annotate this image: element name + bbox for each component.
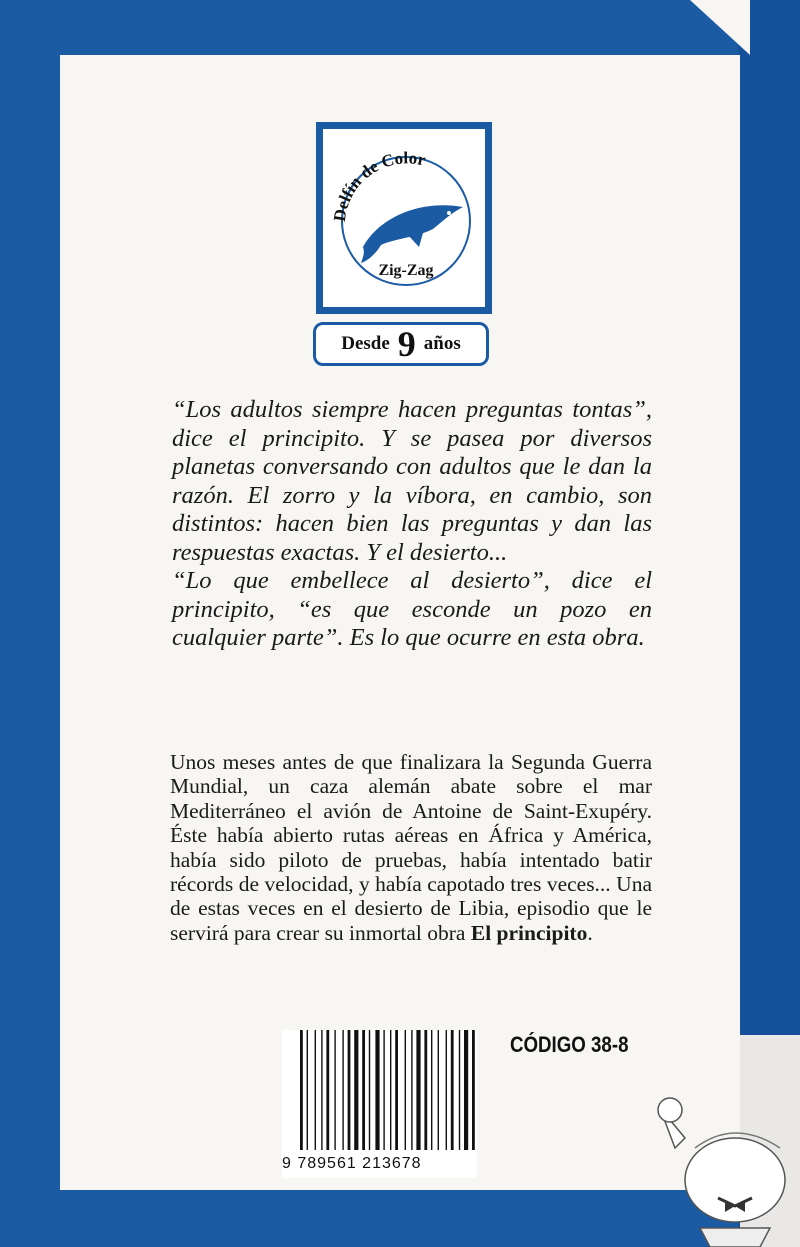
synopsis-quote (172, 396, 652, 653)
age-prefix: Desde (341, 333, 390, 354)
barcode-stripe (307, 1030, 308, 1150)
barcode-stripe (446, 1030, 447, 1150)
dolphin-icon (323, 129, 485, 307)
barcode-stripe (321, 1030, 322, 1150)
book-title: El principito (470, 920, 588, 945)
age-number: 9 (397, 324, 416, 364)
barcode-stripe (411, 1030, 412, 1150)
barcode-stripe (464, 1030, 468, 1150)
barcode-stripe (451, 1030, 454, 1150)
barcode-stripe (315, 1030, 316, 1150)
isbn-number (282, 1155, 477, 1173)
barcode-stripe (405, 1030, 406, 1150)
barcode-stripe (300, 1030, 303, 1150)
barcode-stripe (369, 1030, 370, 1150)
isbn-digits: 9 789561 213678 (282, 1155, 422, 1172)
catalog-code: CÓDIGO 38-8 (510, 1032, 629, 1057)
bio-end: . (587, 920, 593, 945)
barcode-stripe (354, 1030, 358, 1150)
age-badge (313, 322, 489, 366)
author-bio (170, 750, 652, 945)
barcode-stripe (348, 1030, 351, 1150)
barcode-bars (300, 1030, 478, 1150)
barcode-stripe (362, 1030, 365, 1150)
barcode-stripe (431, 1030, 432, 1150)
barcode-stripe (416, 1030, 420, 1150)
barcode-stripe (472, 1030, 475, 1150)
corner-fold (690, 0, 750, 55)
barcode-stripe (395, 1030, 398, 1150)
quote-paragraph-1: “Los adultos siempre hacen preguntas tontas”, dice el principito. Y se pasea por diversos planetas conversando con adultos que le dan la razón. El zorro y la víbora, en cambio, son distintos: hacen bien las preguntas y dan las respuestas exactas. Y el desierto... (172, 396, 652, 566)
quote-paragraph-2: “Lo que embellece al desierto”, dice el principito, “es que esconde un pozo en cualquier parte”. Es lo que ocurre en esta obra. (172, 567, 652, 651)
barcode-stripe (342, 1030, 343, 1150)
barcode-stripe (375, 1030, 379, 1150)
bio-text: Unos meses antes de que finalizara la Segunda Guerra Mundial, un caza alemán abate sobre el mar Mediterráneo el avión de Antoine de Saint-Exupéry. Éste había abierto rutas aéreas en África y América, había sido piloto de pruebas, había intentado batir récords de velocidad, y había capotado tres veces... Una de estas veces en el desierto de Libia, episodio que le servirá para crear su inmortal obra (170, 750, 652, 945)
publisher-logo (316, 122, 492, 314)
barcode (282, 1030, 477, 1178)
logo-bottom-text: Zig-Zag (378, 262, 434, 279)
logo-arc-text: Delfín de Color (329, 148, 428, 223)
barcode-stripe (334, 1030, 335, 1150)
barcode-stripe (438, 1030, 439, 1150)
barcode-stripe (459, 1030, 460, 1150)
barcode-stripe (390, 1030, 391, 1150)
barcode-stripe (383, 1030, 384, 1150)
age-suffix: años (423, 333, 461, 354)
barcode-stripe (424, 1030, 427, 1150)
barcode-stripe (326, 1030, 329, 1150)
little-prince-illustration (640, 1088, 800, 1247)
